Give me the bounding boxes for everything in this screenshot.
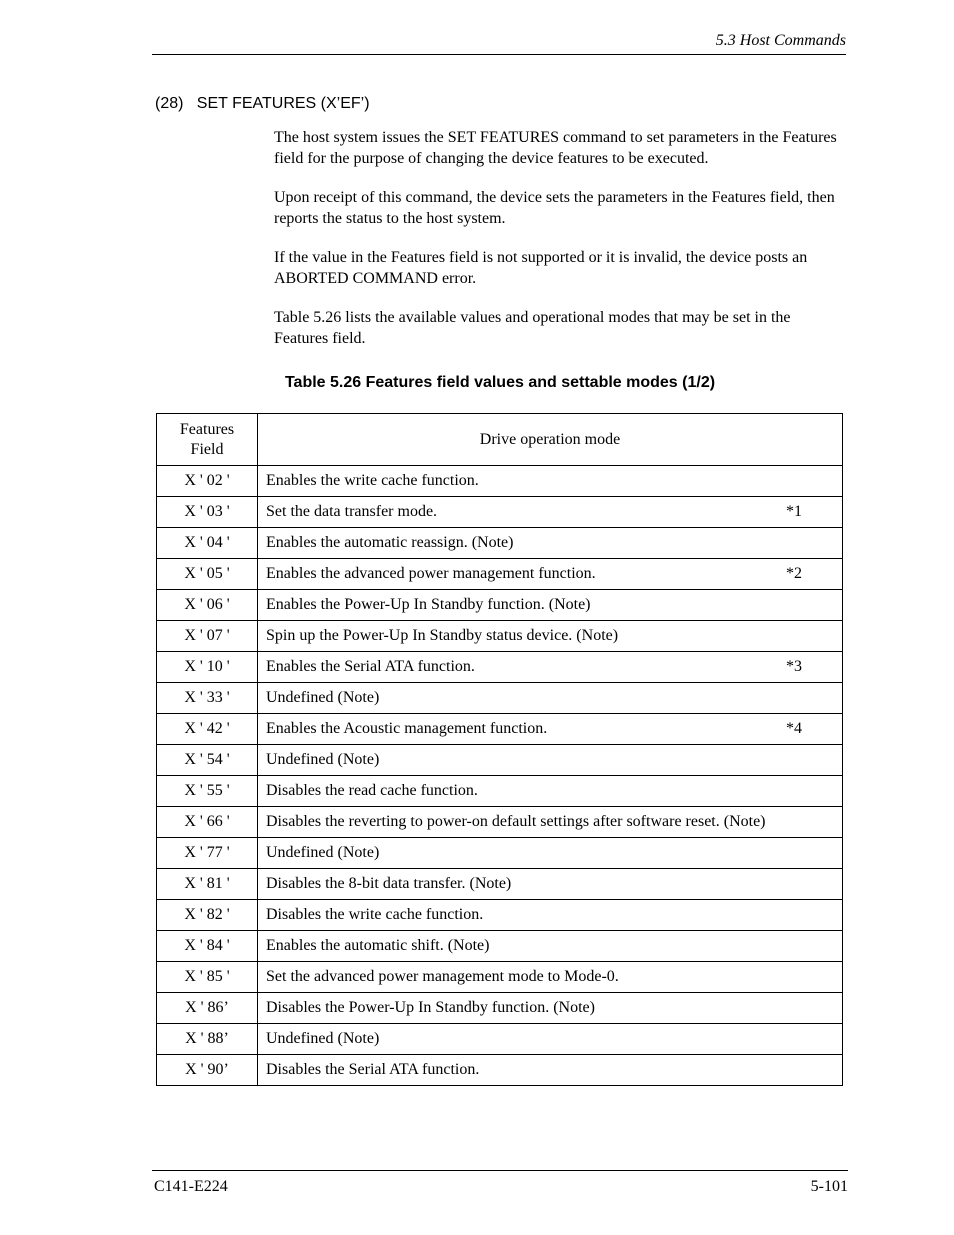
operation-mode-text: Enables the Power-Up In Standby function. (Note) [266, 596, 591, 613]
paragraph: Upon receipt of this command, the device sets the parameters in the Features field, then reports the status to the host system. [274, 189, 835, 227]
operation-mode-text: Set the data transfer mode. [266, 503, 438, 520]
operation-mode-text: Disables the reverting to power-on default settings after software reset. (Note) [266, 813, 766, 830]
table-row [157, 962, 843, 993]
features-code-cell: X ' 84 ' [157, 931, 258, 962]
operation-mode-text: Disables the Power-Up In Standby function. (Note) [266, 999, 595, 1016]
page-footer [152, 1170, 848, 1195]
paragraph: Table 5.26 lists the available values and operational modes that may be set in the Features field. [274, 309, 791, 347]
table-row [157, 776, 843, 807]
operation-mode-cell [258, 652, 843, 683]
operation-mode-cell [258, 745, 843, 776]
operation-mode-cell [258, 993, 843, 1024]
table-row [157, 931, 843, 962]
features-code-cell: X ' 88’ [157, 1024, 258, 1055]
features-code-cell: X ' 33 ' [157, 683, 258, 714]
operation-mode-text: Undefined (Note) [266, 1030, 380, 1047]
operation-mode-cell [258, 962, 843, 993]
features-code-cell: X ' 02 ' [157, 466, 258, 497]
table-row [157, 528, 843, 559]
operation-mode-text: Disables the Serial ATA function. [266, 1061, 480, 1078]
header-section-title: 5.3 Host Commands [715, 32, 846, 49]
table-row [157, 466, 843, 497]
features-code-cell: X ' 81 ' [157, 869, 258, 900]
table-row [157, 652, 843, 683]
features-code-cell: X ' 42 ' [157, 714, 258, 745]
header-features-line1: Features [179, 420, 235, 438]
operation-mode-cell [258, 807, 843, 838]
table-header-row [157, 414, 843, 466]
paragraph: If the value in the Features field is not supported or it is invalid, the device posts an ABORTED COMMAND error. [274, 249, 808, 287]
paragraph: The host system issues the SET FEATURES command to set parameters in the Features field for the purpose of changing the device features to be executed. [274, 129, 837, 167]
header-drive-operation-mode: Drive operation mode [258, 414, 843, 466]
note-reference: *1 [786, 503, 802, 520]
operation-mode-cell [258, 621, 843, 652]
operation-mode-cell [258, 869, 843, 900]
operation-mode-text: Enables the advanced power management function. [266, 565, 596, 582]
operation-mode-text: Enables the automatic shift. (Note) [266, 937, 490, 954]
operation-mode-text: Undefined (Note) [266, 751, 380, 768]
features-code-cell: X ' 55 ' [157, 776, 258, 807]
table-row [157, 1055, 843, 1086]
table-row [157, 1024, 843, 1055]
features-code-cell: X ' 85 ' [157, 962, 258, 993]
section-heading [155, 94, 370, 114]
operation-mode-cell [258, 838, 843, 869]
operation-mode-text: Enables the automatic reassign. (Note) [266, 534, 514, 551]
features-code-cell: X ' 07 ' [157, 621, 258, 652]
features-code-cell: X ' 77 ' [157, 838, 258, 869]
table-row [157, 621, 843, 652]
table-row [157, 714, 843, 745]
operation-mode-cell [258, 528, 843, 559]
running-header [152, 30, 846, 55]
operation-mode-text: Enables the write cache function. [266, 472, 479, 489]
table-row [157, 590, 843, 621]
header-features-field [157, 414, 258, 466]
features-table [156, 413, 843, 1086]
table-row [157, 838, 843, 869]
features-code-cell: X ' 10 ' [157, 652, 258, 683]
operation-mode-text: Enables the Serial ATA function. [266, 658, 475, 675]
features-code-cell: X ' 06 ' [157, 590, 258, 621]
note-reference: *3 [786, 658, 802, 675]
features-code-cell: X ' 05 ' [157, 559, 258, 590]
operation-mode-text: Undefined (Note) [266, 689, 380, 706]
features-code-cell: X ' 66 ' [157, 807, 258, 838]
operation-mode-text: Disables the 8-bit data transfer. (Note) [266, 875, 512, 892]
footer-doc-code: C141-E224 [154, 1178, 228, 1195]
features-code-cell: X ' 03 ' [157, 497, 258, 528]
note-reference: *4 [786, 720, 802, 737]
features-code-cell: X ' 04 ' [157, 528, 258, 559]
operation-mode-cell [258, 776, 843, 807]
operation-mode-cell [258, 1024, 843, 1055]
operation-mode-cell [258, 714, 843, 745]
table-row [157, 869, 843, 900]
table-body [157, 466, 843, 1086]
body-text [274, 127, 844, 367]
features-code-cell: X ' 86’ [157, 993, 258, 1024]
operation-mode-cell [258, 590, 843, 621]
operation-mode-cell [258, 497, 843, 528]
operation-mode-cell [258, 931, 843, 962]
features-code-cell: X ' 90’ [157, 1055, 258, 1086]
table-row [157, 807, 843, 838]
table-caption: Table 5.26 Features field values and settable modes (1/2) [284, 374, 716, 391]
operation-mode-text: Spin up the Power-Up In Standby status device. (Note) [266, 627, 619, 644]
footer-page-number: 5-101 [810, 1178, 848, 1195]
table-row [157, 683, 843, 714]
header-features-line2: Field [190, 440, 224, 458]
operation-mode-text: Disables the write cache function. [266, 906, 484, 923]
operation-mode-cell [258, 466, 843, 497]
operation-mode-cell [258, 683, 843, 714]
operation-mode-text: Enables the Acoustic management function. [266, 720, 548, 737]
table-row [157, 900, 843, 931]
operation-mode-cell [258, 900, 843, 931]
operation-mode-cell [258, 1055, 843, 1086]
features-code-cell: X ' 54 ' [157, 745, 258, 776]
operation-mode-cell [258, 559, 843, 590]
operation-mode-text: Undefined (Note) [266, 844, 380, 861]
table-row [157, 993, 843, 1024]
features-code-cell: X ' 82 ' [157, 900, 258, 931]
table-row [157, 559, 843, 590]
operation-mode-text: Disables the read cache function. [266, 782, 478, 799]
section-number: (28) [155, 95, 184, 112]
note-reference: *2 [786, 565, 802, 582]
section-title: SET FEATURES (X’EF’) [196, 95, 370, 112]
operation-mode-text: Set the advanced power management mode to Mode-0. [266, 968, 619, 985]
table-row [157, 745, 843, 776]
table-row [157, 497, 843, 528]
